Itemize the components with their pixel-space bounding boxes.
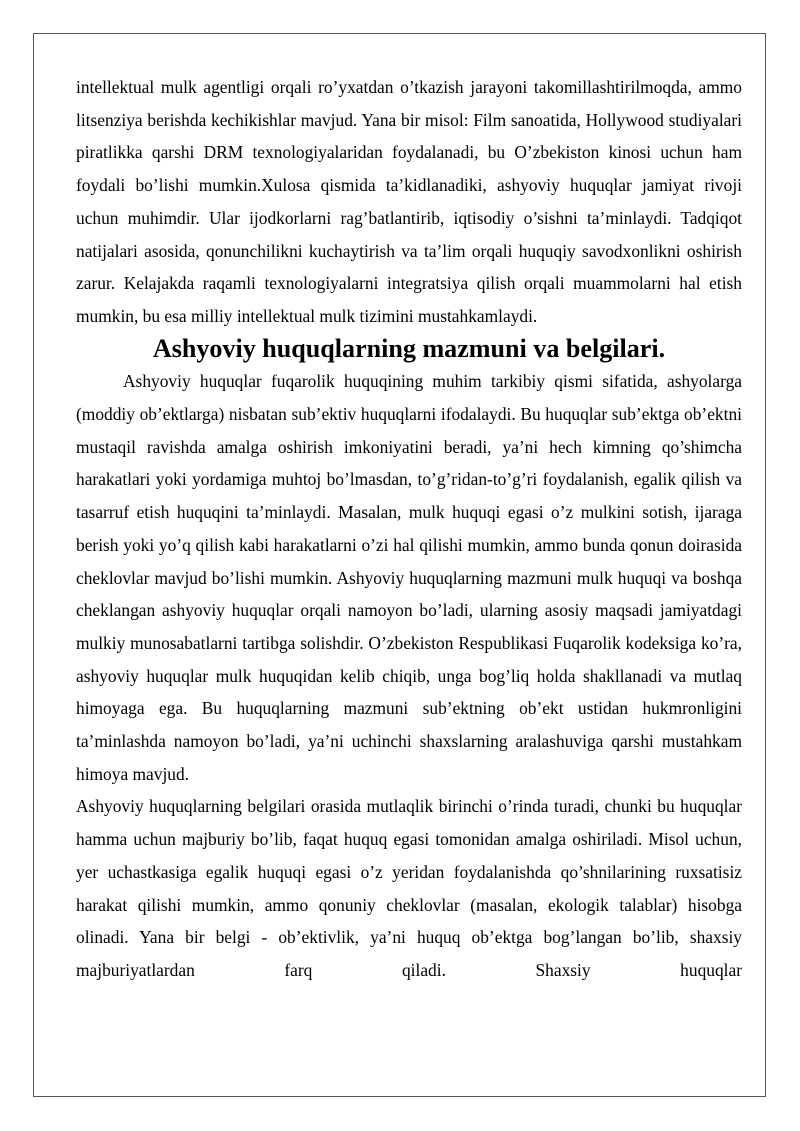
document-body <box>76 71 742 987</box>
paragraph-intro: intellektual mulk agentligi orqali ro’yxatdan o’tkazish jarayoni takomillashtirilmoqda, ammo litsenziya berishda kechikishlar mavjud. Yana bir misol: Film sanoatida, Hollywood studiyalari piratlikka qarshi DRM texnologiyalaridan foydalanadi, bu O’zbekiston kinosi uchun ham foydali bo’lishi mumkin.Xulosa qismida ta’kidlanadiki, ashyoviy huquqlar jamiyat rivoji uchun muhimdir. Ular ijodkorlarni rag’batlantirib, iqtisodiy o’sishni ta’minlaydi. Tadqiqot natijalari asosida, qonunchilikni kuchaytirish va ta’lim orqali huquqiy savodxonlikni oshirish zarur. Kelajakda raqamli texnologiyalarni integratsiya qilish orqali muammolarni hal etish mumkin, bu esa milliy intellektual mulk tizimini mustahkamlaydi. <box>76 77 742 326</box>
paragraph-features: Ashyoviy huquqlarning belgilari orasida mutlaqlik birinchi o’rinda turadi, chunki bu huquqlar hamma uchun majburiy bo’lib, faqat huquq egasi tomonidan amalga oshiriladi. Misol uchun, yer uchastkasiga egalik huquqi egasi o’z yeridan foydalanishda qo’shnilarining ruxsatisiz harakat qilishi mumkin, ammo qonuniy cheklovlar (masalan, ekologik talablar) hisobga olinadi. Yana bir belgi - ob’ektivlik, ya’ni huquq ob’ektga bog’langan bo’lib, shaxsiy majburiyatlardan farq qiladi. Shaxsiy huquqlar <box>76 796 742 980</box>
section-heading: Ashyoviy huquqlarning mazmuni va belgilari. <box>152 333 666 363</box>
paragraph-content: Ashyoviy huquqlar fuqarolik huquqining muhim tarkibiy qismi sifatida, ashyolarga (moddiy ob’ektlarga) nisbatan sub’ektiv huquqlarni ifodalaydi. Bu huquqlar sub’ektga ob’ektni mustaqil ravishda amalga oshirish imkoniyatini beradi, ya’ni hech kimning qo’shimcha harakatlari yoki yordamiga muhtoj bo’lmasdan, to’g’ridan-to’g’ri foydalanish, egalik qilish va tasarruf etish huquqini ta’minlaydi. Masalan, mulk huquqi egasi o’z mulkini sotish, ijaraga berish yoki yo’q qilish kabi harakatlarni o’zi hal qilishi mumkin, ammo bunda qonun doirasida cheklovlar mavjud bo’lishi mumkin. Ashyoviy huquqlarning mazmuni mulk huquqi va boshqa cheklangan ashyoviy huquqlar orqali namoyon bo’ladi, ularning asosiy maqsadi jamiyatdagi mulkiy munosabatlarni tartibga solishdir. O’zbekiston Respublikasi Fuqarolik kodeksiga ko’ra, ashyoviy huquqlar mulk huquqidan kelib chiqib, unga bog’liq holda shakllanadi va mutlaq himoyaga ega. Bu huquqlarning mazmuni sub’ektning ob’ekt ustidan hukmronligini ta’minlashda namoyon bo’ladi, ya’ni uchinchi shaxslarning aralashuviga qarshi mustahkam himoya mavjud. <box>76 371 742 784</box>
